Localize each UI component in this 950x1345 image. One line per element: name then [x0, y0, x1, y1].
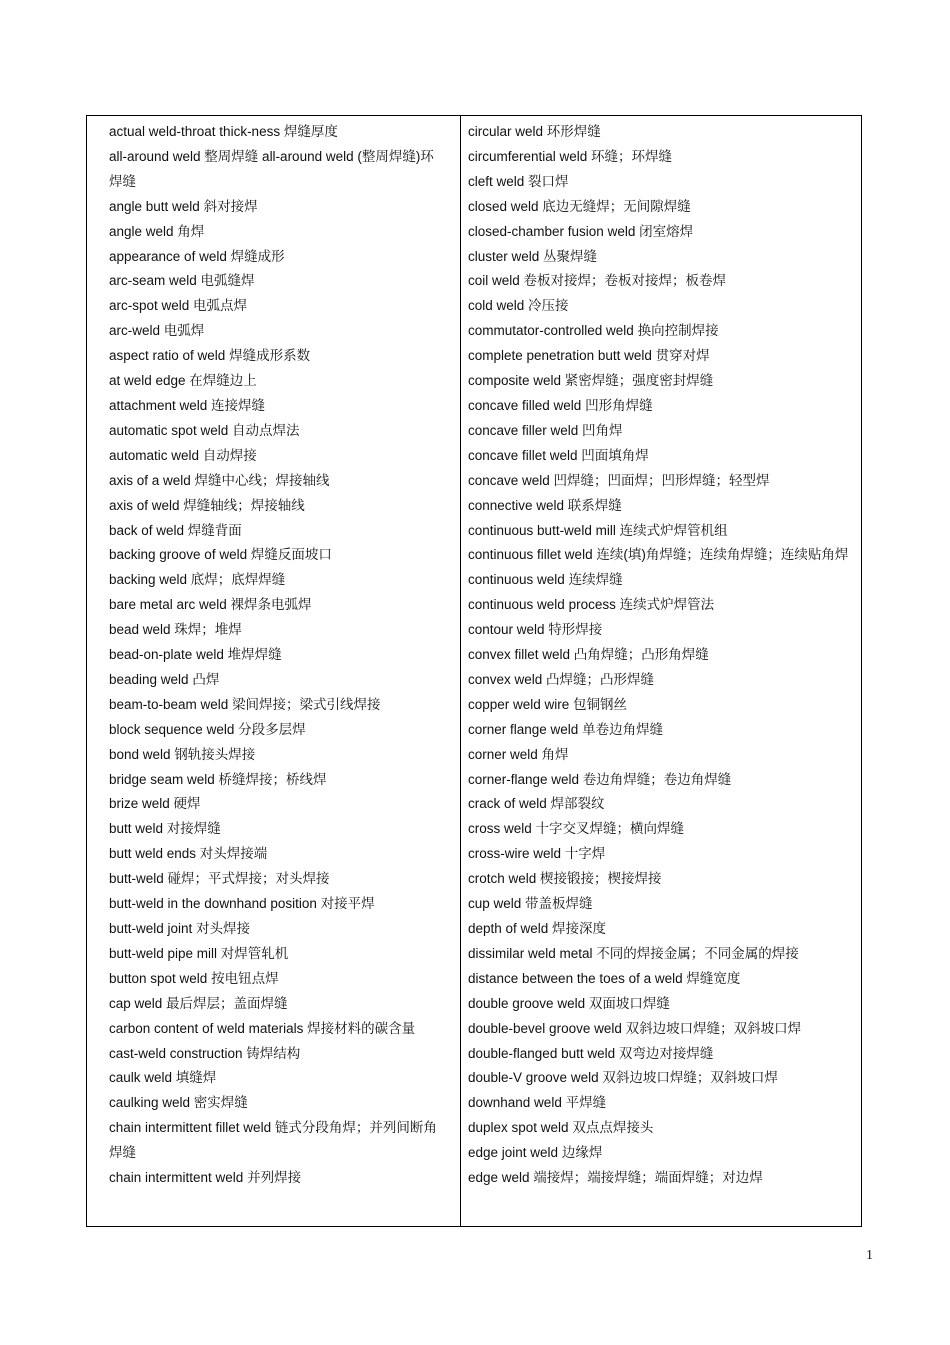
glossary-entry: arc-weld 电弧焊: [109, 323, 205, 339]
right-column: [468, 116, 856, 1226]
glossary-entry: back of weld 焊缝背面: [109, 522, 242, 538]
glossary-entry: at weld edge 在焊缝边上: [109, 373, 257, 389]
glossary-entry: corner flange weld 单卷边角焊缝: [468, 721, 664, 737]
glossary-entry: edge joint weld 边缘焊: [468, 1145, 603, 1161]
glossary-entry: chain intermittent weld 并列焊接: [109, 1170, 302, 1186]
glossary-entry: bead-on-plate weld 堆焊焊缝: [109, 647, 282, 663]
glossary-entry: copper weld wire 包铜钢丝: [468, 696, 628, 712]
glossary-entry: butt-weld in the downhand position 对接平焊: [109, 896, 375, 912]
glossary-table: [86, 115, 862, 1227]
glossary-entry: beading weld 凸焊: [109, 671, 220, 687]
left-column: [109, 116, 440, 1226]
glossary-entry: cap weld 最后焊层；盖面焊缝: [109, 995, 288, 1011]
glossary-entry: actual weld-throat thick-ness 焊缝厚度: [109, 124, 338, 139]
glossary-entry: angle butt weld 斜对接焊: [109, 198, 258, 214]
glossary-entry: corner weld 角焊: [468, 746, 569, 762]
glossary-entry: circular weld 环形焊缝: [468, 124, 601, 139]
glossary-entry: contour weld 特形焊接: [468, 622, 603, 638]
glossary-entry: backing weld 底焊；底焊焊缝: [109, 572, 286, 588]
glossary-entry: cold weld 冷压接: [468, 298, 569, 314]
column-divider: [460, 116, 461, 1226]
glossary-entry: bead weld 珠焊；堆焊: [109, 622, 242, 638]
glossary-entry: bond weld 钢轨接头焊接: [109, 746, 256, 762]
glossary-entry: composite weld 紧密焊缝；强度密封焊缝: [468, 373, 714, 389]
glossary-entry: automatic weld 自动焊接: [109, 447, 257, 463]
glossary-entry: aspect ratio of weld 焊缝成形系数: [109, 348, 311, 364]
glossary-entry: arc-spot weld 电弧点焊: [109, 298, 248, 314]
glossary-entry: button spot weld 按电钮点焊: [109, 970, 279, 986]
glossary-entry: bridge seam weld 桥缝焊接；桥线焊: [109, 771, 327, 787]
glossary-entry: double-bevel groove weld 双斜边坡口焊缝；双斜坡口焊: [468, 1020, 802, 1036]
glossary-entry: appearance of weld 焊缝成形: [109, 248, 285, 264]
glossary-entry: double-V groove weld 双斜边坡口焊缝；双斜坡口焊: [468, 1070, 778, 1086]
glossary-entry: crotch weld 楔接锻接；楔接焊接: [468, 871, 662, 887]
glossary-entry: convex weld 凸焊缝；凸形焊缝: [468, 671, 655, 687]
glossary-entry: cleft weld 裂口焊: [468, 173, 569, 189]
glossary-entry: distance between the toes of a weld 焊缝宽度: [468, 970, 741, 986]
glossary-entry: carbon content of weld materials 焊接材料的碳含量: [109, 1020, 416, 1036]
glossary-entry: cup weld 带盖板焊缝: [468, 896, 593, 912]
glossary-entry: all-around weld 整周焊缝 all-around weld (整周焊缝)环焊缝: [109, 148, 434, 189]
glossary-entry: coil weld 卷板对接焊；卷板对接焊；板卷焊: [468, 273, 727, 289]
glossary-entry: brize weld 硬焊: [109, 796, 201, 812]
glossary-entry: butt weld 对接焊缝: [109, 821, 221, 837]
glossary-entry: block sequence weld 分段多层焊: [109, 721, 306, 737]
glossary-entry: closed-chamber fusion weld 闭室熔焊: [468, 223, 694, 239]
glossary-entry: concave filler weld 凹角焊: [468, 422, 623, 438]
glossary-entry: concave fillet weld 凹面填角焊: [468, 447, 649, 463]
glossary-entry: caulking weld 密实焊缝: [109, 1095, 248, 1111]
glossary-entry: automatic spot weld 自动点焊法: [109, 422, 300, 438]
glossary-entry: chain intermittent fillet weld 链式分段角焊；并列间断角焊缝: [109, 1120, 437, 1161]
glossary-entry: angle weld 角焊: [109, 223, 205, 239]
glossary-entry: downhand weld 平焊缝: [468, 1095, 607, 1111]
glossary-entry: axis of a weld 焊缝中心线；焊接轴线: [109, 472, 330, 488]
glossary-entry: attachment weld 连接焊缝: [109, 397, 266, 413]
glossary-entry: continuous butt-weld mill 连续式炉焊管机组: [468, 522, 728, 538]
glossary-entry: depth of weld 焊接深度: [468, 921, 607, 936]
glossary-entry: double-flanged butt weld 双弯边对接焊缝: [468, 1045, 714, 1061]
glossary-entry: commutator-controlled weld 换向控制焊接: [468, 323, 719, 339]
glossary-entry: continuous fillet weld 连续(填)角焊缝；连续角焊缝；连续贴角焊: [468, 547, 849, 563]
glossary-entry: connective weld 联系焊缝: [468, 497, 622, 513]
glossary-entry: dissimilar weld metal 不同的焊接金属；不同金属的焊接: [468, 945, 799, 961]
glossary-entry: caulk weld 填缝焊: [109, 1070, 217, 1086]
glossary-entry: bare metal arc weld 裸焊条电弧焊: [109, 597, 312, 613]
glossary-entry: backing groove of weld 焊缝反面坡口: [109, 547, 332, 563]
glossary-entry: axis of weld 焊缝轴线；焊接轴线: [109, 497, 305, 513]
glossary-entry: butt-weld 碰焊；平式焊接；对头焊接: [109, 871, 330, 887]
glossary-entry: duplex spot weld 双点点焊接头: [468, 1120, 654, 1136]
glossary-entry: cross-wire weld 十字焊: [468, 846, 606, 862]
glossary-entry: butt weld ends 对头焊接端: [109, 846, 268, 862]
glossary-entry: crack of weld 焊部裂纹: [468, 796, 605, 812]
glossary-entry: complete penetration butt weld 贯穿对焊: [468, 348, 710, 364]
glossary-entry: beam-to-beam weld 梁间焊接；梁式引线焊接: [109, 696, 381, 712]
glossary-entry: cluster weld 丛聚焊缝: [468, 248, 598, 264]
glossary-entry: closed weld 底边无缝焊；无间隙焊缝: [468, 198, 691, 214]
glossary-entry: continuous weld 连续焊缝: [468, 572, 623, 588]
glossary-entry: cast-weld construction 铸焊结构: [109, 1045, 301, 1061]
glossary-entry: edge weld 端接焊；端接焊缝；端面焊缝；对边焊: [468, 1170, 763, 1186]
left-term-list: [109, 120, 440, 1191]
glossary-entry: double groove weld 双面坡口焊缝: [468, 995, 670, 1011]
page-number: 1: [866, 1248, 873, 1263]
glossary-entry: convex fillet weld 凸角焊缝；凸形角焊缝: [468, 647, 709, 663]
glossary-entry: circumferential weld 环缝；环焊缝: [468, 148, 673, 164]
glossary-entry: concave filled weld 凹形角焊缝: [468, 397, 653, 413]
glossary-entry: corner-flange weld 卷边角焊缝；卷边角焊缝: [468, 771, 732, 787]
glossary-entry: arc-seam weld 电弧缝焊: [109, 273, 255, 289]
glossary-entry: cross weld 十字交叉焊缝；横向焊缝: [468, 821, 685, 837]
glossary-entry: butt-weld pipe mill 对焊管轧机: [109, 945, 289, 961]
glossary-entry: butt-weld joint 对头焊接: [109, 921, 251, 936]
right-term-list: [468, 120, 856, 1191]
glossary-entry: concave weld 凹焊缝；凹面焊；凹形焊缝；轻型焊: [468, 472, 770, 488]
glossary-entry: continuous weld process 连续式炉焊管法: [468, 597, 715, 613]
